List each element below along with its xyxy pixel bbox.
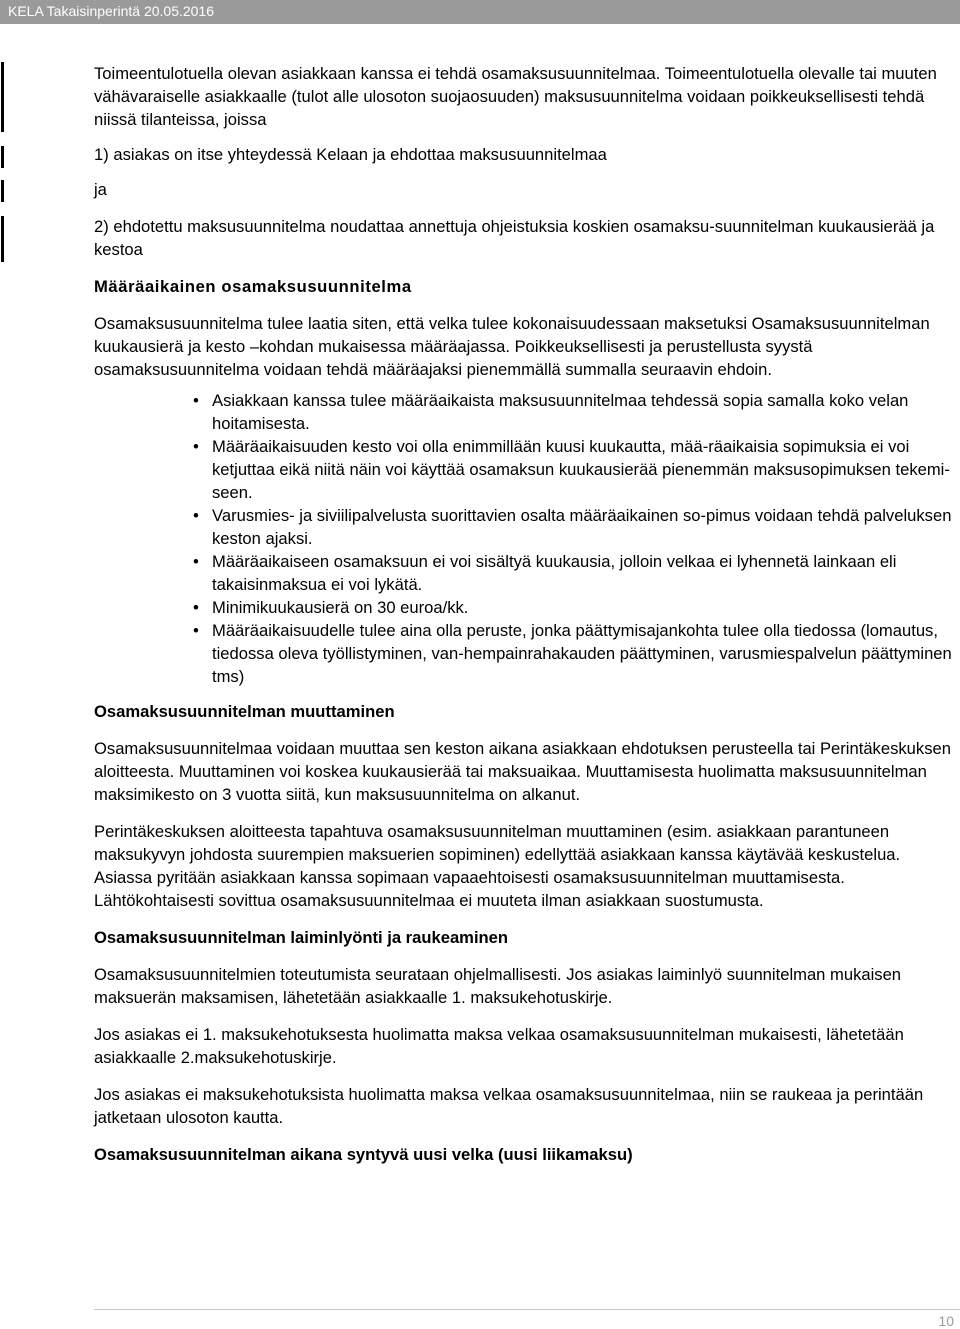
page-number: 10 (938, 1313, 954, 1329)
conditions-list (94, 389, 956, 688)
bullet-icon: • (193, 598, 199, 617)
list-item (193, 435, 956, 504)
plan-neglect-paragraph-1: Osamaksusuunnitelmien toteutumista seurataan ohjelmallisesti. Jos asiakas laiminlyö suunnitelman mukaisen maksuerän maksamisen, lähetetään asiakkaalle 1. maksukehotuskirje. (94, 965, 902, 1007)
heading-plan-change: Osamaksusuunnitelman muuttaminen (94, 702, 395, 721)
fixed-term-paragraph: Osamaksusuunnitelma tulee laatia siten, että velka tulee kokonaisuudessaan maksetuksi Osamaksusuunnitelman kuukausierä ja kesto –kohdan mukaisessa määräajassa. Poikkeuksellisesti ja perustellusta syystä osamaksusuunnitelma voidaan tehdä määräajaksi pienemmällä summalla seuraavin ehdoin. (94, 314, 930, 379)
plan-change-paragraph-1: Osamaksusuunnitelmaa voidaan muuttaa sen keston aikana asiakkaan ehdotuksen perusteella tai Perintäkeskuksen aloitteesta. Muuttaminen voi koskea kuukausierää tai maksuaikaa. Muuttamisesta huolimatta maksusuunnitelman maksimikesto on 3 vuotta siitä, kun maksusuunnitelma on alkanut. (94, 739, 951, 804)
condition-1: 1) asiakas on itse yhteydessä Kelaan ja ehdottaa maksusuunnitelmaa (94, 145, 607, 164)
list-item (193, 619, 956, 688)
revision-bar (1, 180, 4, 202)
bullet-icon: • (193, 621, 199, 640)
footer-divider (94, 1309, 960, 1310)
bullet-icon: • (193, 391, 199, 410)
bullet-icon: • (193, 552, 199, 571)
header-bar (0, 0, 960, 24)
plan-neglect-paragraph-2: Jos asiakas ei 1. maksukehotuksesta huolimatta maksa velkaa osamaksusuunnitelman mukaisesti, lähetetään asiakkaalle 2.maksukehotuskirje. (94, 1025, 904, 1067)
list-item-text: Asiakkaan kanssa tulee määräaikaista maksusuunnitelmaa tehdessä sopia samalla koko velan hoitamisesta. (212, 391, 909, 433)
bullet-icon: • (193, 506, 199, 525)
document-title: KELA Takaisinperintä 20.05.2016 (8, 3, 215, 19)
condition-2: 2) ehdotettu maksusuunnitelma noudattaa annettuja ohjeistuksia koskien osamaksu-suunnitelman kuukausierää ja kestoa (94, 217, 935, 259)
heading-plan-neglect: Osamaksusuunnitelman laiminlyönti ja raukeaminen (94, 928, 509, 947)
list-item (193, 504, 956, 550)
document-body (94, 62, 956, 1166)
revision-bar (1, 216, 4, 262)
list-item-text: Määräaikaisuuden kesto voi olla enimmillään kuusi kuukautta, mää-räaikaisia sopimuksia ei voi ketjuttaa eikä niitä näin voi käyttää osamaksun kuukausierää pienemmän maksusopimuksen tekemi-seen. (212, 437, 950, 502)
list-item-text: Varusmies- ja siviilipalvelusta suorittavien osalta määräaikainen so-pimus voidaan tehdä palveluksen keston ajaksi. (212, 506, 952, 548)
heading-fixed-term: Määräaikainen osamaksusuunnitelma (94, 277, 412, 296)
revision-bar (1, 146, 4, 168)
list-item-text: Minimikuukausierä on 30 euroa/kk. (212, 598, 469, 617)
plan-neglect-paragraph-3: Jos asiakas ei maksukehotuksista huolimatta maksa velkaa osamaksusuunnitelmaa, niin se raukeaa ja perintään jatketaan ulosoton kautta. (94, 1085, 924, 1127)
list-item (193, 389, 956, 435)
heading-new-debt: Osamaksusuunnitelman aikana syntyvä uusi velka (uusi liikamaksu) (94, 1145, 633, 1164)
revision-bar (1, 62, 4, 132)
plan-change-paragraph-2: Perintäkeskuksen aloitteesta tapahtuva osamaksusuunnitelman muuttaminen (esim. asiakkaan parantuneen maksukyvyn johdosta suurempien maksuerien sopiminen) edellyttää asiakkaan kanssa käytävää keskustelua. Asiassa pyritään asiakkaan kanssa sopimaan vapaaehtoisesti osamaksusuunnitelman muuttamisesta. Lähtökohtaisesti sovittua osamaksusuunnitelmaa ei muuteta ilman asiakkaan suostumusta. (94, 822, 901, 910)
bullet-icon: • (193, 437, 199, 456)
list-item-text: Määräaikaiseen osamaksuun ei voi sisältyä kuukausia, jolloin velkaa ei lyhennetä lainkaan eli takaisinmaksua ei voi lykätä. (212, 552, 897, 594)
list-item-text: Määräaikaisuudelle tulee aina olla peruste, jonka päättymisajankohta tulee olla tiedossa (lomautus, tiedossa oleva työllistyminen, van-hempainrahakauden päättyminen, varusmiespalvelun päättyminen tms) (212, 621, 952, 686)
list-item (193, 550, 956, 596)
list-item (193, 596, 956, 619)
conjunction-text: ja (94, 180, 107, 199)
intro-paragraph: Toimeentulotuella olevan asiakkaan kanssa ei tehdä osamaksusuunnitelmaa. Toimeentulotuella olevalle tai muuten vähävaraiselle asiakkaalle (tulot alle ulosoton suojaosuuden) maksusuunnitelma voidaan poikkeuksellisesti tehdä niissä tilanteissa, joissa (94, 64, 937, 129)
